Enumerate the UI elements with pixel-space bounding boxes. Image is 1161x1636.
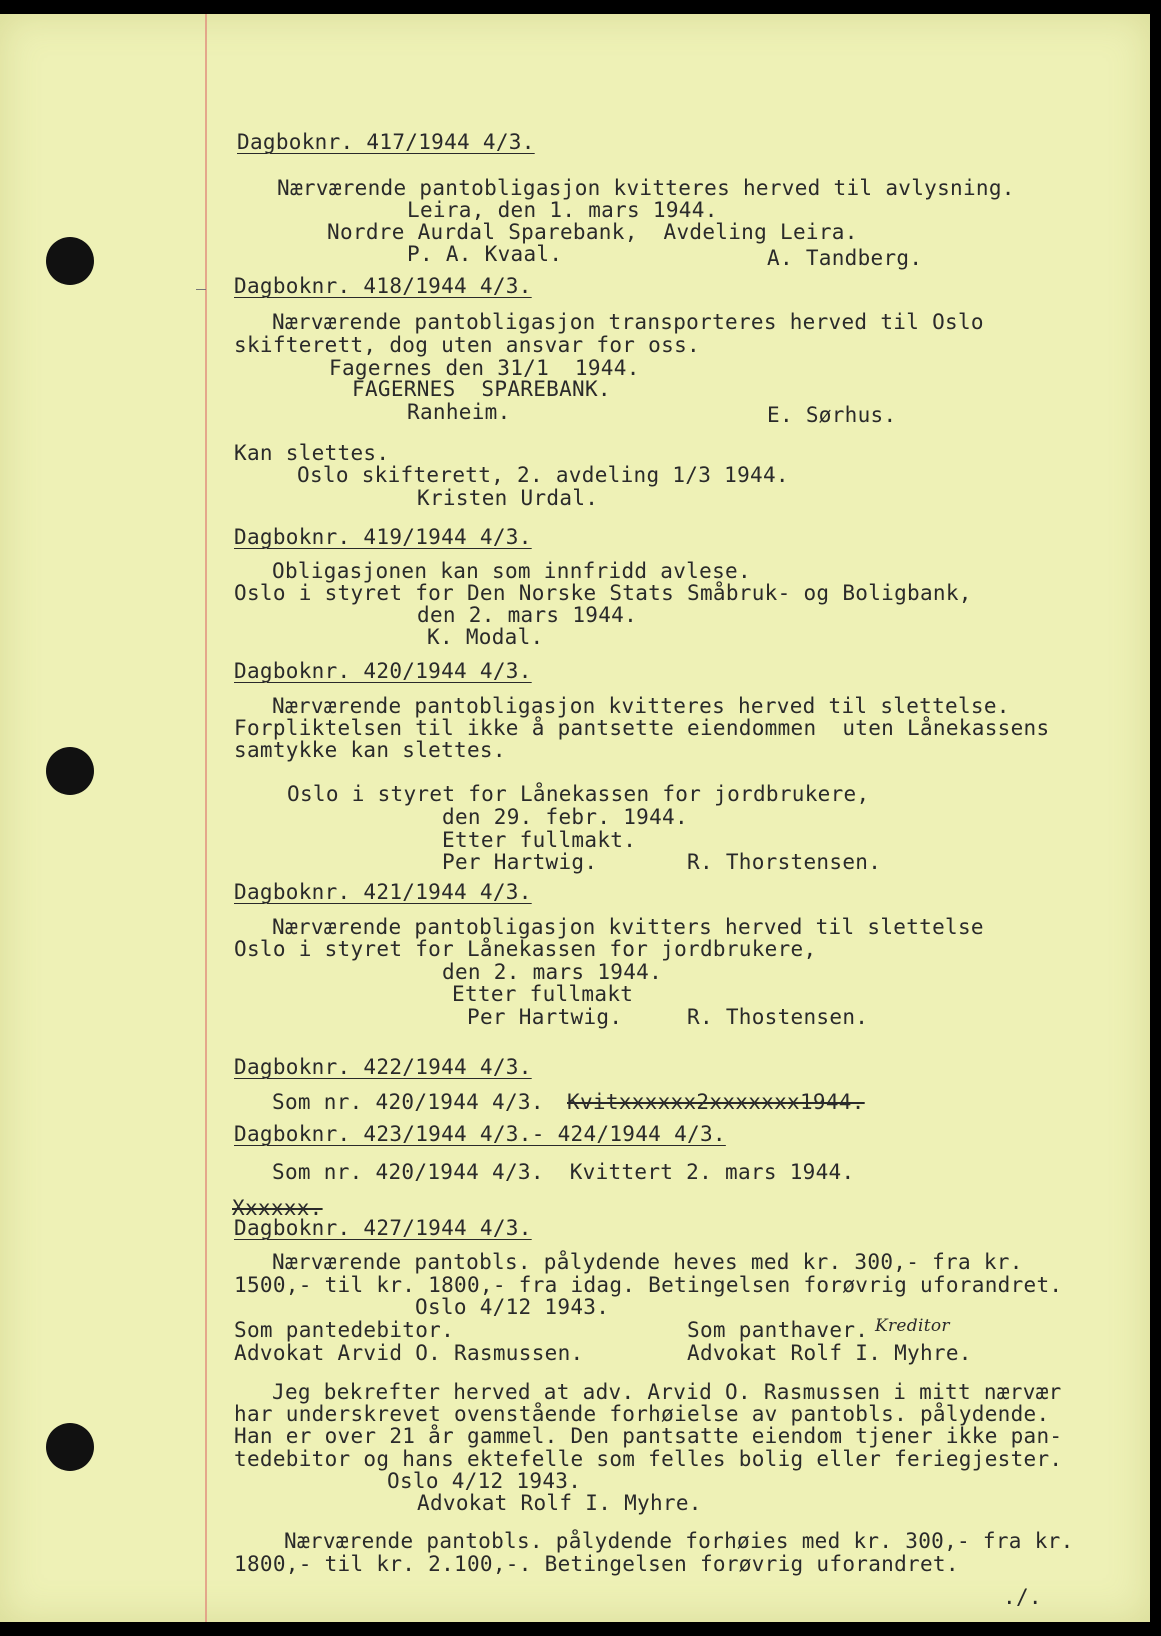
text-line: 1500,- til kr. 1800,- fra idag. Betingelsen forøvrig uforandret. <box>234 1273 1063 1297</box>
text-line: den 29. febr. 1944. <box>442 805 688 829</box>
text-line: Kan slettes. <box>234 441 390 465</box>
entry-header: Dagboknr. 427/1944 4/3. <box>234 1216 532 1240</box>
text-line: Per Hartwig. <box>442 850 598 874</box>
text-line: Han er over 21 år gammel. Den pantsatte eiendom tjener ikke pan- <box>234 1424 1063 1448</box>
text-line: skifterett, dog uten ansvar for oss. <box>234 333 700 357</box>
text-line: Nærværende pantobligasjon kvitteres herved til avlysning. <box>277 176 1015 200</box>
struck-text: Xxxxxx. <box>232 1196 323 1220</box>
entry-header: Dagboknr. 419/1944 4/3. <box>234 525 532 549</box>
text-line: Som pantedebitor. <box>234 1318 455 1342</box>
text-line: Som nr. 420/1944 4/3. <box>272 1090 544 1114</box>
text-line: Som panthaver. <box>687 1318 869 1342</box>
text-line: A. Tandberg. <box>767 246 923 270</box>
entry-header: Dagboknr. 422/1944 4/3. <box>234 1055 532 1079</box>
text-line: Nærværende pantobligasjon transporteres herved til Oslo <box>272 310 984 334</box>
text-line: Som nr. 420/1944 4/3. Kvittert 2. mars 1944. <box>272 1160 855 1184</box>
text-line: K. Modal. <box>427 625 544 649</box>
entry-header: Dagboknr. 420/1944 4/3. <box>234 659 532 683</box>
text-line: FAGERNES SPAREBANK. <box>352 377 611 401</box>
handwritten-correction: Kreditor <box>875 1316 950 1336</box>
text-line: Advokat Arvid O. Rasmussen. <box>234 1341 584 1365</box>
text-line: Jeg bekrefter herved at adv. Arvid O. Rasmussen i mitt nærvær <box>272 1380 1062 1404</box>
entry-header: Dagboknr. 423/1944 4/3.- 424/1944 4/3. <box>234 1122 726 1146</box>
entry-header: Dagboknr. 418/1944 4/3. <box>234 274 532 298</box>
text-line: Per Hartwig. <box>467 1005 623 1029</box>
text-line: Nordre Aurdal Sparebank, Avdeling Leira. <box>327 220 858 244</box>
text-line: Fagernes den 31/1 1944. <box>329 356 640 380</box>
text-line: Forpliktelsen til ikke å pantsette eiendommen uten Lånekassens <box>234 716 1050 740</box>
text-line: R. Thostensen. <box>687 1005 869 1029</box>
text-line: Nærværende pantobls. pålydende forhøies med kr. 300,- fra kr. <box>284 1529 1074 1553</box>
text-line: den 2. mars 1944. <box>417 603 638 627</box>
text-line: P. A. Kvaal. <box>407 242 563 266</box>
text-line: Oslo skifterett, 2. avdeling 1/3 1944. <box>297 463 789 487</box>
text-line: samtykke kan slettes. <box>234 738 506 762</box>
text-line: Nærværende pantobligasjon kvitters herved til slettelse <box>272 915 984 939</box>
text-line: Nærværende pantobls. pålydende heves med kr. 300,- fra kr. <box>272 1250 1023 1274</box>
text-line: tedebitor og hans ektefelle som felles bolig eller feriegjester. <box>234 1447 1063 1471</box>
text-line: Ranheim. <box>407 400 511 424</box>
text-line: Advokat Rolf I. Myhre. <box>687 1341 972 1365</box>
text-line: Etter fullmakt. <box>442 828 637 852</box>
struck-text: Kvitxxxxxx2xxxxxxx1944. <box>567 1090 865 1114</box>
text-line: Etter fullmakt <box>452 982 634 1006</box>
text-line: Oslo 4/12 1943. <box>387 1469 582 1493</box>
text-line: den 2. mars 1944. <box>442 960 663 984</box>
text-line: Leira, den 1. mars 1944. <box>407 198 718 222</box>
text-line: Oslo i styret for Den Norske Stats Småbruk- og Boligbank, <box>234 581 972 605</box>
text-line: har underskrevet ovenstående forhøielse av pantobls. pålydende. <box>234 1402 1050 1426</box>
text-line: Oslo i styret for Lånekassen for jordbrukere, <box>287 782 870 806</box>
text-line: 1800,- til kr. 2.100,-. Betingelsen forøvrig uforandret. <box>234 1552 959 1576</box>
entry-header: Dagboknr. 417/1944 4/3. <box>237 130 535 154</box>
entry-header: Dagboknr. 421/1944 4/3. <box>234 880 532 904</box>
text-line: R. Thorstensen. <box>687 850 882 874</box>
text-line: Oslo 4/12 1943. <box>415 1295 610 1319</box>
text-line: E. Sørhus. <box>767 403 897 427</box>
text-line: Nærværende pantobligasjon kvitteres herved til slettelse. <box>272 694 1010 718</box>
continued-mark: ./. <box>1003 1585 1042 1609</box>
text-line: Obligasjonen kan som innfridd avlese. <box>272 559 751 583</box>
text-line: Advokat Rolf I. Myhre. <box>417 1491 702 1515</box>
text-line: Oslo i styret for Lånekassen for jordbrukere, <box>234 937 817 961</box>
text-line: Kristen Urdal. <box>417 486 599 510</box>
